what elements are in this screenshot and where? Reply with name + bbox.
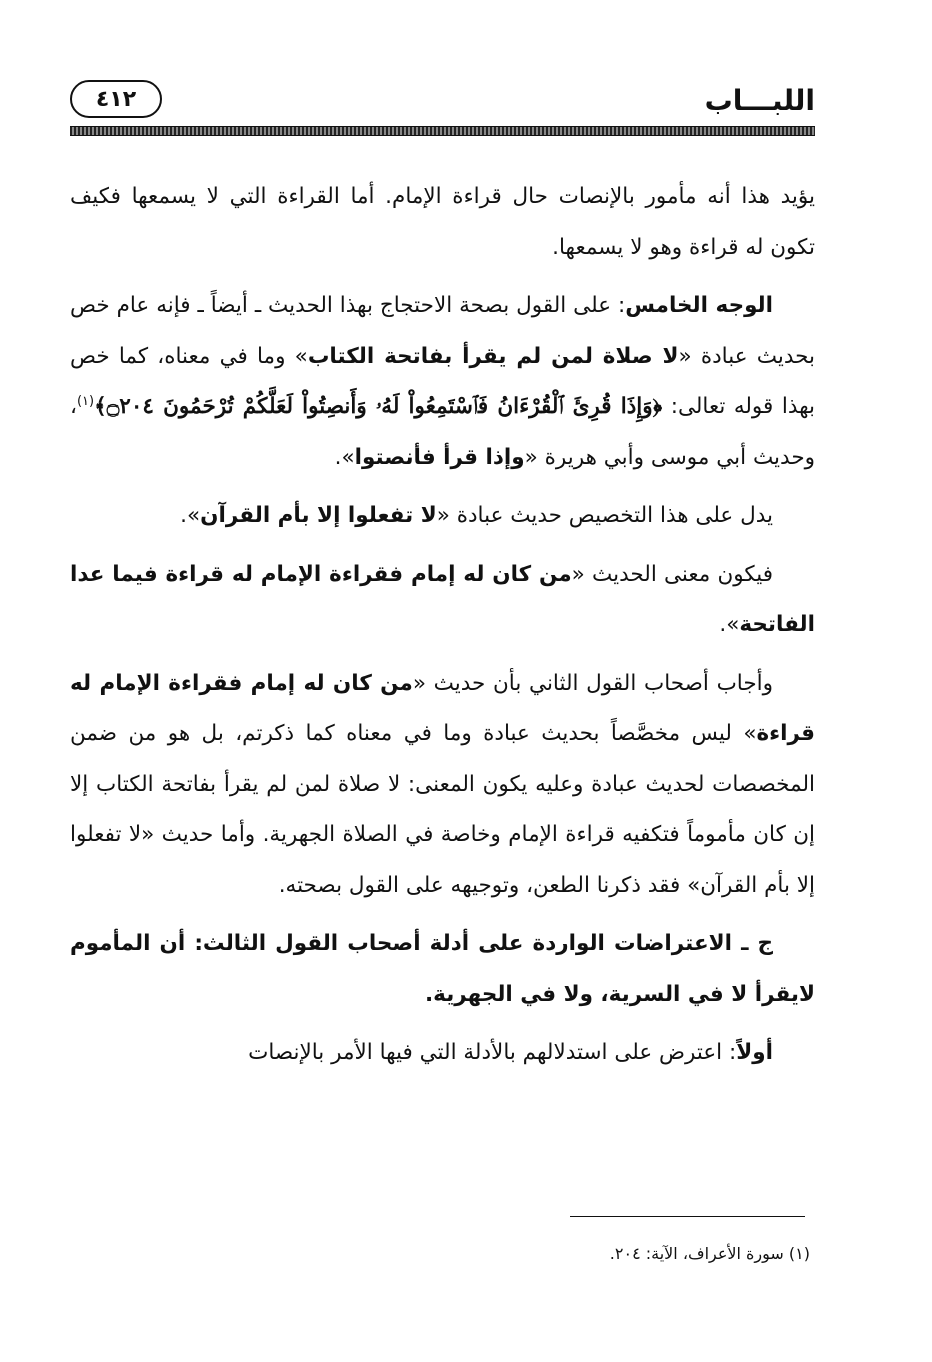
hadith-quote: من كان له إمام فقراءة الإمام له قراءة xyxy=(70,670,815,746)
paragraph-text: وأجاب أصحاب القول الثاني بأن حديث « xyxy=(412,670,773,696)
paragraph-text: ». xyxy=(180,503,201,528)
paragraph-text: يؤيد هذا أنه مأمور بالإنصات حال قراءة الإمام. أما القراءة التي لا يسمعها فكيف تكون له قراءة وهو لا يسمعها. xyxy=(70,184,815,260)
paragraph-text: : على القول بصحة الاحتجاج بهذا الحديث ـ أيضاً ـ فإنه عام خص بحديث عبادة « xyxy=(70,293,816,369)
section-lead: أولاً xyxy=(736,1040,773,1065)
hadith-quote: لا تفعلوا إلا بأم القرآن xyxy=(200,503,437,528)
paragraph-text: ». xyxy=(334,444,355,470)
paragraph-text: يدل على هذا التخصيص حديث عبادة « xyxy=(436,503,773,528)
paragraph-text: » ليس مخصَّصاً بحديث عبادة وما في معناه كما ذكرتم، بل هو من ضمن المخصصات لحديث عبادة وعليه يكون المعنى: لا صلاة لمن لم يقرأ بفاتحة الكتاب إلا إن كان مأموماً فتكفيه قراءة الإمام وخاصة في الصلاة الجهرية. وأما حديث «لا تفعلوا إلا بأم القرآن» فقد ذكرنا الطعن، وتوجيهه على القول بصحته. xyxy=(70,721,815,898)
paragraph-text: : اعترض على استدلالهم بالأدلة التي فيها الأمر بالإنصات xyxy=(248,1040,737,1065)
running-title: اللبـــاب xyxy=(704,84,815,117)
hadith-quote: من كان له إمام فقراءة الإمام له قراءة فيما عدا الفاتحة xyxy=(70,561,815,637)
paragraph-4 xyxy=(70,550,815,651)
footnote-marker[interactable]: (١) xyxy=(76,393,95,409)
paragraph-2 xyxy=(70,281,815,483)
main-text xyxy=(70,172,815,1087)
quran-verse: ﴿وَإِذَا قُرِئَ ٱلْقُرْءَانُ فَٱسْتَمِعُواْ لَهُۥ وَأَنصِتُواْ لَعَلَّكُمْ تُرْحَمُونَ ۝٢٠٤﴾ xyxy=(94,394,663,419)
paragraph-3 xyxy=(70,491,815,542)
page-number: ٤١٢ xyxy=(70,80,162,118)
page-header xyxy=(70,78,815,126)
footnote-divider xyxy=(570,1216,805,1217)
paragraph-5 xyxy=(70,659,815,912)
paragraph-text: » وما في معناه، كما خص بهذا قوله تعالى: xyxy=(70,343,815,419)
paragraph-6 xyxy=(70,919,815,1020)
paragraph-7 xyxy=(70,1028,815,1079)
paragraph-1 xyxy=(70,172,815,273)
paragraph-text: ». xyxy=(719,612,740,637)
header-divider xyxy=(70,126,815,136)
hadith-quote: وإذا قرأ فأنصتوا xyxy=(354,444,525,470)
section-lead: الوجه الخامس xyxy=(625,293,773,318)
section-heading: ج ـ الاعتراضات الواردة على أدلة أصحاب القول الثالث: أن المأموم لايقرأ لا في السرية، ولا في الجهرية. xyxy=(70,931,815,1007)
hadith-quote: لا صلاة لمن لم يقرأ بفاتحة الكتاب xyxy=(307,343,679,369)
paragraph-text: فيكون معنى الحديث « xyxy=(571,561,773,587)
paragraph-text: ، وحديث أبي موسى وأبي هريرة « xyxy=(70,394,815,470)
footnote: (١) سورة الأعراف، الآية: ٢٠٤. xyxy=(609,1244,810,1263)
